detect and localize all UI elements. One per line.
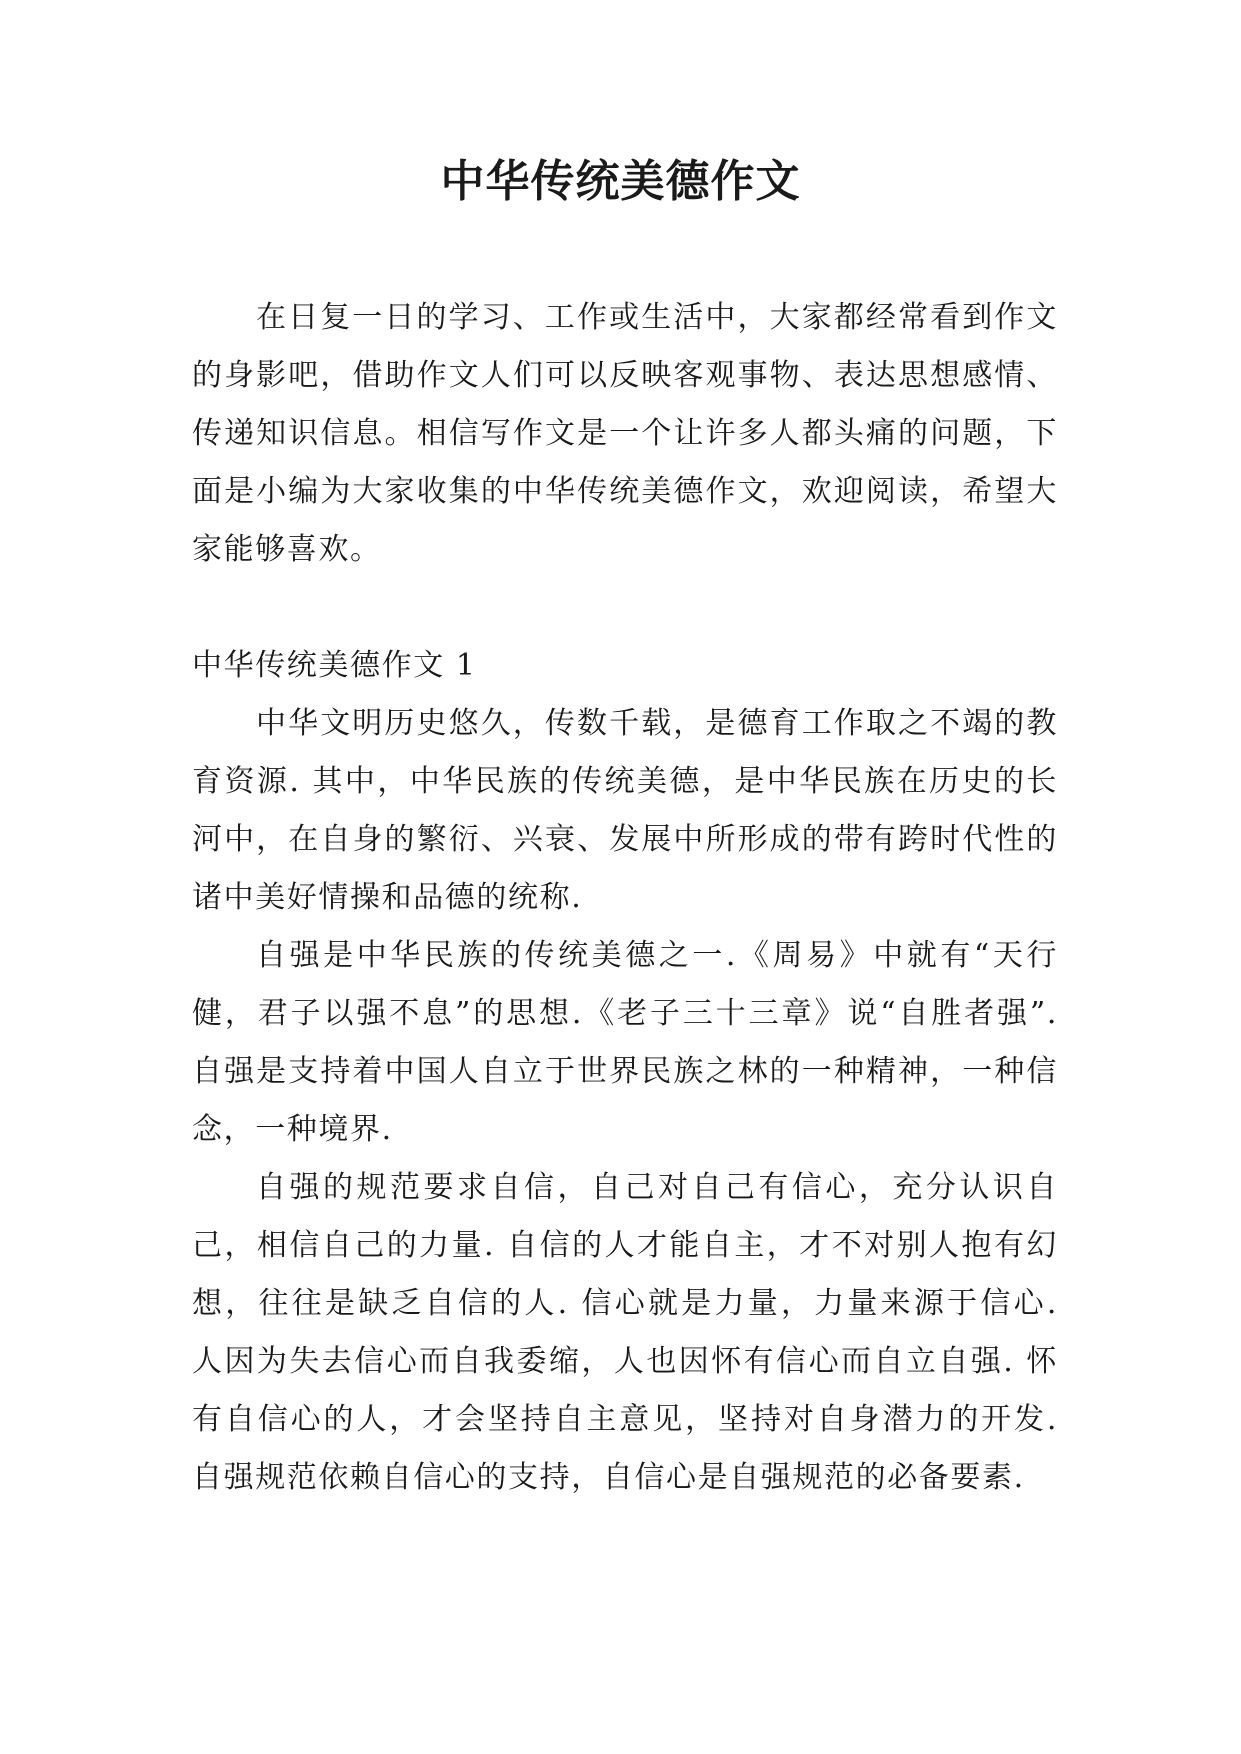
section-heading: 中华传统美德作文 1 xyxy=(192,648,477,683)
body-paragraph-2: 自强是中华民族的传统美德之一.《周易》中就有“天行健，君子以强不息”的思想.《老子三十三章》说“自胜者强”. 自强是支持着中国人自立于世界民族之林的一种精神，一种信念，一种境界. xyxy=(192,938,1058,1147)
body-paragraph-3: 自强的规范要求自信，自己对自己有信心，充分认识自己，相信自己的力量. 自信的人才能自主，才不对别人抱有幻想，往往是缺乏自信的人. 信心就是力量，力量来源于信心. 人因为失去信心而自我委缩，人也因怀有信心而自立自强. 怀有自信心的人，才会坚持自主意见，坚持对自身潜力的开发. 自强规范依赖自信心的支持，自信心是自强规范的必备要素. xyxy=(192,1170,1058,1495)
document-body xyxy=(192,289,1058,1507)
document-title: 中华传统美德作文 xyxy=(440,156,801,207)
intro-paragraph: 在日复一日的学习、工作或生活中，大家都经常看到作文的身影吧，借助作文人们可以反映客观事物、表达思想感情、传递知识信息。相信写作文是一个让许多人都头痛的问题，下面是小编为大家收集的中华传统美德作文，欢迎阅读，希望大家能够喜欢。 xyxy=(192,300,1058,567)
body-paragraph-1: 中华文明历史悠久，传数千载，是德育工作取之不竭的教育资源. 其中，中华民族的传统美德，是中华民族在历史的长河中，在自身的繁衍、兴衰、发展中所形成的带有跨时代性的诸中美好情操和品德的统称. xyxy=(192,706,1058,915)
